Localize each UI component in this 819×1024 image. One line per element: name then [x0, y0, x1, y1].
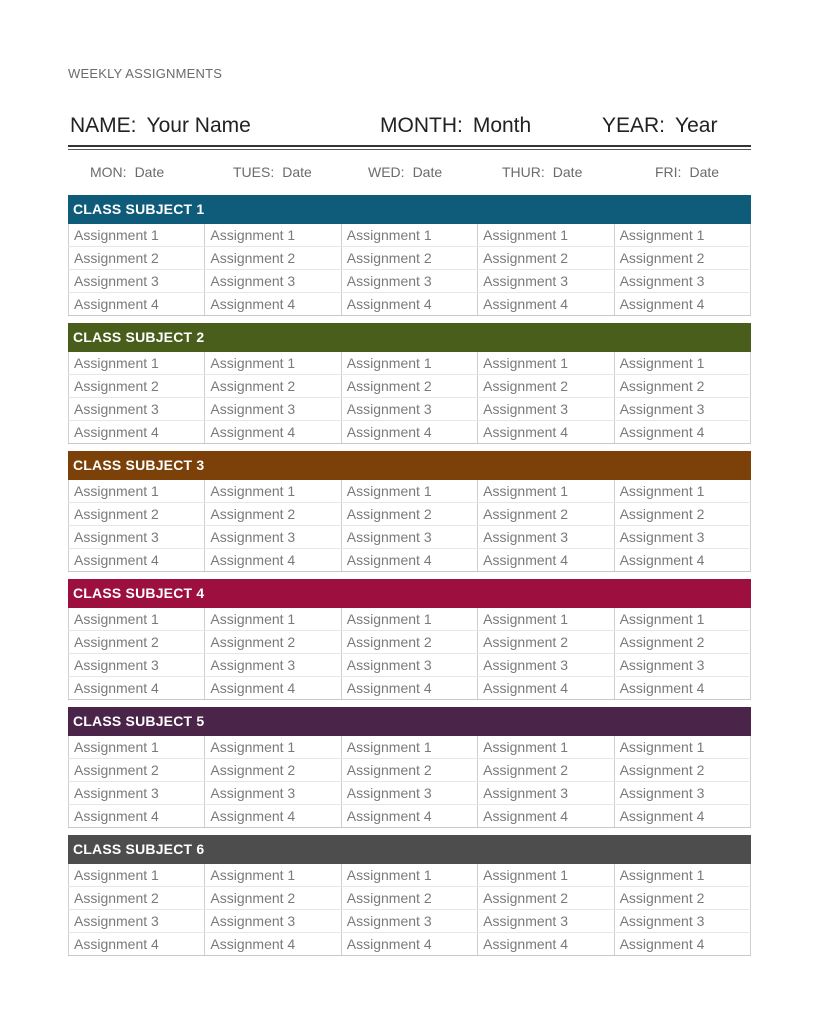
- assignment-cell[interactable]: Assignment 3: [341, 910, 477, 933]
- assignment-cell[interactable]: Assignment 1: [478, 224, 614, 247]
- assignment-cell[interactable]: Assignment 3: [478, 782, 614, 805]
- assignment-cell[interactable]: Assignment 3: [478, 910, 614, 933]
- assignment-cell[interactable]: Assignment 2: [69, 759, 205, 782]
- assignment-cell[interactable]: Assignment 4: [205, 549, 341, 572]
- table-row: [69, 864, 751, 887]
- assignment-cell[interactable]: Assignment 3: [205, 782, 341, 805]
- assignment-cell[interactable]: Assignment 4: [614, 677, 750, 700]
- day-wed[interactable]: [368, 164, 442, 180]
- day-date[interactable]: Date: [552, 164, 583, 180]
- assignment-cell[interactable]: Assignment 3: [205, 910, 341, 933]
- assignment-cell[interactable]: Assignment 1: [478, 864, 614, 887]
- table-row: [69, 910, 751, 933]
- table-row: [69, 549, 751, 572]
- year-field[interactable]: [602, 114, 717, 138]
- assignment-cell[interactable]: Assignment 4: [69, 421, 205, 444]
- name-label: NAME:: [70, 114, 137, 137]
- subject-block: [68, 579, 751, 700]
- assignment-cell[interactable]: Assignment 1: [341, 736, 477, 759]
- day-tues[interactable]: [233, 164, 312, 180]
- assignment-cell[interactable]: Assignment 2: [478, 247, 614, 270]
- table-row: [69, 398, 751, 421]
- assignment-cell[interactable]: Assignment 4: [69, 933, 205, 956]
- day-date[interactable]: Date: [282, 164, 312, 180]
- assignment-cell[interactable]: Assignment 1: [341, 608, 477, 631]
- assignment-cell[interactable]: Assignment 3: [478, 526, 614, 549]
- assignment-grid: [68, 224, 751, 316]
- table-row: [69, 224, 751, 247]
- assignment-cell[interactable]: Assignment 4: [478, 421, 614, 444]
- assignment-cell[interactable]: Assignment 2: [69, 887, 205, 910]
- assignment-cell[interactable]: Assignment 3: [69, 270, 205, 293]
- table-row: [69, 270, 751, 293]
- assignment-grid: [68, 352, 751, 444]
- table-row: [69, 293, 751, 316]
- assignment-cell[interactable]: Assignment 3: [69, 398, 205, 421]
- table-row: [69, 736, 751, 759]
- table-row: [69, 526, 751, 549]
- table-row: [69, 933, 751, 956]
- table-row: [69, 375, 751, 398]
- assignment-cell[interactable]: Assignment 1: [478, 736, 614, 759]
- assignment-cell[interactable]: Assignment 4: [614, 549, 750, 572]
- assignment-cell[interactable]: Assignment 2: [69, 631, 205, 654]
- assignment-cell[interactable]: Assignment 2: [614, 247, 750, 270]
- assignment-cell[interactable]: Assignment 3: [614, 782, 750, 805]
- table-row: [69, 247, 751, 270]
- day-label: MON:: [90, 164, 127, 180]
- assignment-cell[interactable]: Assignment 2: [69, 375, 205, 398]
- assignment-cell[interactable]: Assignment 1: [341, 352, 477, 375]
- assignment-cell[interactable]: Assignment 2: [205, 503, 341, 526]
- subject-block: [68, 451, 751, 572]
- assignment-cell[interactable]: Assignment 1: [69, 864, 205, 887]
- day-thur[interactable]: [502, 164, 582, 180]
- assignment-cell[interactable]: Assignment 1: [69, 608, 205, 631]
- assignment-cell[interactable]: Assignment 4: [205, 293, 341, 316]
- assignment-cell[interactable]: Assignment 4: [341, 549, 477, 572]
- assignment-cell[interactable]: Assignment 1: [614, 864, 750, 887]
- table-row: [69, 805, 751, 828]
- assignment-cell[interactable]: Assignment 3: [478, 654, 614, 677]
- assignment-cell[interactable]: Assignment 1: [69, 736, 205, 759]
- assignment-cell[interactable]: Assignment 1: [205, 352, 341, 375]
- subject-header: CLASS SUBJECT 2: [68, 323, 751, 352]
- name-field[interactable]: [70, 114, 251, 138]
- assignment-cell[interactable]: Assignment 3: [614, 398, 750, 421]
- assignment-cell[interactable]: Assignment 2: [69, 247, 205, 270]
- assignment-cell[interactable]: Assignment 3: [205, 398, 341, 421]
- assignment-cell[interactable]: Assignment 1: [614, 352, 750, 375]
- assignment-cell[interactable]: Assignment 4: [341, 805, 477, 828]
- assignment-cell[interactable]: Assignment 4: [478, 805, 614, 828]
- day-date[interactable]: Date: [689, 164, 720, 180]
- header-rule-thin: [68, 149, 751, 150]
- assignment-cell[interactable]: Assignment 3: [614, 654, 750, 677]
- assignment-cell[interactable]: Assignment 4: [341, 677, 477, 700]
- assignment-cell[interactable]: Assignment 4: [69, 805, 205, 828]
- assignment-cell[interactable]: Assignment 2: [205, 759, 341, 782]
- subject-block: [68, 835, 751, 956]
- assignment-cell[interactable]: Assignment 2: [341, 375, 477, 398]
- assignment-cell[interactable]: Assignment 2: [205, 247, 341, 270]
- assignment-cell[interactable]: Assignment 3: [69, 782, 205, 805]
- year-label: YEAR:: [602, 114, 666, 137]
- assignment-cell[interactable]: Assignment 4: [205, 421, 341, 444]
- assignment-cell[interactable]: Assignment 3: [614, 270, 750, 293]
- assignment-cell[interactable]: Assignment 1: [205, 608, 341, 631]
- assignment-grid: [68, 480, 751, 572]
- day-label: TUES:: [233, 164, 275, 180]
- table-row: [69, 782, 751, 805]
- assignment-cell[interactable]: Assignment 1: [478, 480, 614, 503]
- subject-header: CLASS SUBJECT 5: [68, 707, 751, 736]
- assignment-cell[interactable]: Assignment 1: [341, 224, 477, 247]
- table-row: [69, 677, 751, 700]
- assignment-cell[interactable]: Assignment 3: [205, 654, 341, 677]
- assignment-cell[interactable]: Assignment 4: [341, 933, 477, 956]
- assignment-cell[interactable]: Assignment 4: [614, 421, 750, 444]
- assignment-cell[interactable]: Assignment 2: [341, 759, 477, 782]
- assignment-cell[interactable]: Assignment 3: [478, 270, 614, 293]
- assignment-cell[interactable]: Assignment 1: [205, 736, 341, 759]
- assignment-cell[interactable]: Assignment 1: [341, 864, 477, 887]
- assignment-cell[interactable]: Assignment 2: [341, 631, 477, 654]
- assignment-cell[interactable]: Assignment 4: [69, 549, 205, 572]
- assignment-cell[interactable]: Assignment 2: [341, 503, 477, 526]
- assignment-cell[interactable]: Assignment 4: [614, 805, 750, 828]
- assignment-cell[interactable]: Assignment 2: [614, 375, 750, 398]
- table-row: [69, 654, 751, 677]
- assignment-cell[interactable]: Assignment 2: [614, 631, 750, 654]
- table-row: [69, 421, 751, 444]
- assignment-cell[interactable]: Assignment 1: [69, 480, 205, 503]
- assignment-cell[interactable]: Assignment 4: [614, 933, 750, 956]
- table-row: [69, 480, 751, 503]
- day-date[interactable]: Date: [412, 164, 443, 180]
- document-title: WEEKLY ASSIGNMENTS: [68, 66, 223, 81]
- assignment-cell[interactable]: Assignment 2: [614, 759, 750, 782]
- year-value[interactable]: Year: [675, 114, 718, 137]
- table-row: [69, 352, 751, 375]
- assignment-cell[interactable]: Assignment 3: [341, 398, 477, 421]
- table-row: [69, 887, 751, 910]
- assignment-cell[interactable]: Assignment 2: [205, 887, 341, 910]
- assignment-cell[interactable]: Assignment 3: [341, 270, 477, 293]
- assignment-cell[interactable]: Assignment 4: [614, 293, 750, 316]
- subject-block: [68, 707, 751, 828]
- assignment-cell[interactable]: Assignment 1: [614, 608, 750, 631]
- assignment-cell[interactable]: Assignment 4: [341, 293, 477, 316]
- subject-header: CLASS SUBJECT 1: [68, 195, 751, 224]
- assignment-cell[interactable]: Assignment 3: [614, 526, 750, 549]
- day-date[interactable]: Date: [134, 164, 165, 180]
- assignment-cell[interactable]: Assignment 4: [341, 421, 477, 444]
- assignment-cell[interactable]: Assignment 1: [341, 480, 477, 503]
- day-fri[interactable]: [655, 164, 719, 180]
- assignment-cell[interactable]: Assignment 2: [341, 247, 477, 270]
- assignment-cell[interactable]: Assignment 1: [614, 480, 750, 503]
- assignment-cell[interactable]: Assignment 3: [614, 910, 750, 933]
- day-label: WED:: [368, 164, 405, 180]
- assignment-cell[interactable]: Assignment 3: [69, 910, 205, 933]
- table-row: [69, 631, 751, 654]
- assignment-cell[interactable]: Assignment 4: [478, 549, 614, 572]
- subject-block: [68, 195, 751, 316]
- month-value[interactable]: Month: [472, 114, 532, 137]
- assignment-cell[interactable]: Assignment 2: [478, 887, 614, 910]
- assignment-cell[interactable]: Assignment 1: [69, 224, 205, 247]
- assignment-cell[interactable]: Assignment 3: [205, 526, 341, 549]
- assignment-grid: [68, 736, 751, 828]
- assignment-cell[interactable]: Assignment 2: [69, 503, 205, 526]
- assignment-cell[interactable]: Assignment 3: [69, 526, 205, 549]
- day-header-row: [68, 164, 751, 182]
- assignment-cell[interactable]: Assignment 1: [205, 480, 341, 503]
- assignment-cell[interactable]: Assignment 1: [478, 352, 614, 375]
- assignment-grid: [68, 608, 751, 700]
- subject-block: [68, 323, 751, 444]
- assignment-cell[interactable]: Assignment 1: [69, 352, 205, 375]
- month-field[interactable]: [380, 114, 531, 138]
- day-label: FRI:: [655, 164, 682, 180]
- month-label: MONTH:: [380, 114, 463, 137]
- assignment-cell[interactable]: Assignment 1: [614, 224, 750, 247]
- assignment-cell[interactable]: Assignment 1: [205, 864, 341, 887]
- assignment-cell[interactable]: Assignment 3: [205, 270, 341, 293]
- assignment-cell[interactable]: Assignment 2: [478, 759, 614, 782]
- assignment-cell[interactable]: Assignment 2: [478, 503, 614, 526]
- assignment-cell[interactable]: Assignment 2: [478, 375, 614, 398]
- assignment-cell[interactable]: Assignment 4: [69, 293, 205, 316]
- assignment-grid: [68, 864, 751, 956]
- subject-header: CLASS SUBJECT 6: [68, 835, 751, 864]
- assignment-cell[interactable]: Assignment 1: [614, 736, 750, 759]
- day-label: THUR:: [502, 164, 545, 180]
- assignment-cell[interactable]: Assignment 2: [614, 887, 750, 910]
- header-rule-thick: [68, 145, 751, 147]
- day-mon[interactable]: [90, 164, 164, 180]
- assignment-cell[interactable]: Assignment 4: [69, 677, 205, 700]
- name-value[interactable]: Your Name: [146, 114, 251, 137]
- subject-header: CLASS SUBJECT 3: [68, 451, 751, 480]
- assignment-cell[interactable]: Assignment 2: [205, 375, 341, 398]
- assignment-cell[interactable]: Assignment 3: [69, 654, 205, 677]
- assignment-cell[interactable]: Assignment 3: [478, 398, 614, 421]
- assignment-cell[interactable]: Assignment 3: [341, 526, 477, 549]
- assignment-cell[interactable]: Assignment 3: [341, 654, 477, 677]
- assignment-cell[interactable]: Assignment 4: [205, 677, 341, 700]
- assignment-cell[interactable]: Assignment 3: [341, 782, 477, 805]
- table-row: [69, 759, 751, 782]
- table-row: [69, 608, 751, 631]
- assignment-cell[interactable]: Assignment 1: [478, 608, 614, 631]
- assignment-cell[interactable]: Assignment 1: [205, 224, 341, 247]
- subject-header: CLASS SUBJECT 4: [68, 579, 751, 608]
- header-fields: [68, 114, 751, 144]
- assignment-cell[interactable]: Assignment 4: [205, 933, 341, 956]
- table-row: [69, 503, 751, 526]
- assignment-cell[interactable]: Assignment 2: [478, 631, 614, 654]
- assignment-cell[interactable]: Assignment 4: [478, 293, 614, 316]
- assignment-cell[interactable]: Assignment 4: [478, 933, 614, 956]
- assignment-cell[interactable]: Assignment 2: [341, 887, 477, 910]
- assignment-cell[interactable]: Assignment 4: [478, 677, 614, 700]
- assignment-cell[interactable]: Assignment 2: [614, 503, 750, 526]
- subject-blocks: [68, 195, 751, 963]
- assignment-cell[interactable]: Assignment 4: [205, 805, 341, 828]
- assignment-cell[interactable]: Assignment 2: [205, 631, 341, 654]
